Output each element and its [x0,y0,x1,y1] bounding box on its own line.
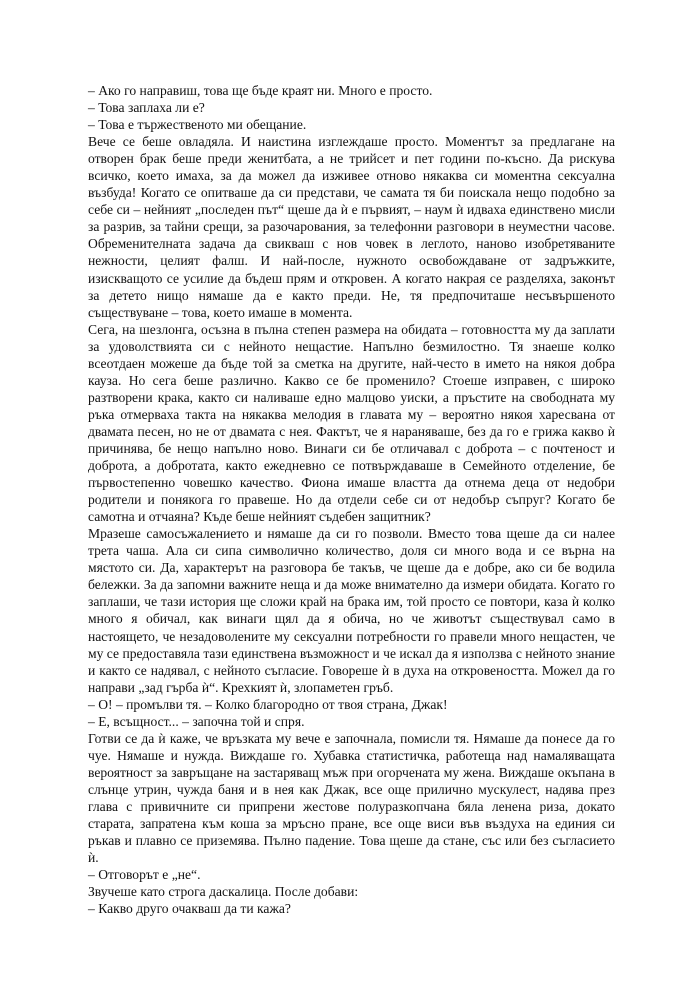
paragraph: Сега, на шезлонга, осъзна в пълна степен размера на обидата – готовността му да заплати за удоволствията си с нейното нещастие. Напълно безмилостно. Тя знаеше колко всеотдаен можеше да бъде той за сметка на другите, най-често в името на някоя добра кауза. Но сега беше различно. Какво се бе променило? Стоеше изправен, с широко разтворени крака, както си наливаше едно малцово уиски, а пръстите на свободната му ръка отмерваха такта на някаква мелодия в главата му – вероятно някоя харесвана от двамата песен, но не от двамата с нея. Фактът, че я нараняваше, без да го е грижа какво ѝ причинява, бе нещо напълно ново. Винаги си бе отличавал с доброта – с почтеност и доброта, а добротата, както ежедневно се потвърждаваше в Семейното отделение, бе първостепенно човешко качество. Фиона имаше властта да отнема деца от недобри родители и понякога го правеше. Но да отдели себе си от недобър съпруг? Когато бе самотна и отчаяна? Къде беше нейният съдебен защитник? [88,321,615,525]
paragraph: – Е, всъщност... – започна той и спря. [88,713,305,729]
paragraph: – Това е тържественото ми обещание. [88,117,307,133]
paragraph: – Какво друго очакваш да ти кажа? [88,901,291,917]
paragraph: Мразеше самосъжалението и нямаше да си го позволи. Вместо това щеше да си налее трета чаша. Ала си сипа символично количество, доля си много вода и се върна на мястото си. Да, характерът на разговора бе такъв, че щеше да е добре, ако си бе водила бележки. За да запомни важните неща и да може внимателно да измери обидата. Когато го заплаши, че тази история ще сложи край на брака им, той просто се повтори, каза ѝ колко много я обичал, как винаги щял да я обича, но че животът съществувал само в настоящето, че незадоволените му сексуални потребности го правели много нещастен, че му се предоставяла тази единствена възможност и че искал да я използва с нейното знание и както се надявал, с нейното съгласие. Говореше ѝ в духа на откровеността. Можел да го направи „зад гърба ѝ“. Крехкият ѝ, злопаметен гръб. [88,526,615,695]
paragraph: – Ако го направиш, това ще бъде краят ни. Много е просто. [88,83,433,98]
paragraph: – Отговорът е „не“. [88,867,201,883]
paragraph: Готви се да ѝ каже, че връзката му вече е започнала, помисли тя. Нямаше да понесе да го чуе. Нямаше и нужда. Виждаше го. Хубавка статистичка, работеща над намаляващата вероятност за завръщане на застаряващ мъж при огорчената му жена. Виждаше окъпана в слънце утрин, чужда баня и в нея как Джак, все още прилично мускулест, надява през глава с привичните си припрени жестове полуразкопчана бяла ленена риза, докато старата, запратена към коша за мръсно пране, все още виси във въздуха на единия си ръкав и плавно се приземява. Пълно падение. Това щеше да стане, със или без съгласието ѝ. [88,730,615,866]
paragraph: – О! – промълви тя. – Колко благородно от твоя страна, Джак! [88,696,448,712]
body-text [88,82,615,917]
paragraph: Звучеше като строга даскалица. После добави: [88,884,359,900]
paragraph: Вече се беше овладяла. И наистина изглеждаше просто. Моментът за предлагане на отворен брак беше преди женитбата, а не трийсет и пет години по-късно. Да рискува всичко, което имаха, за да можел да изживее отново някаква си моментна сексуална възбуда! Когато се опитваше да си представи, че самата тя би поискала нещо подобно за себе си – нейният „последен път“ щеше да ѝ е първият, – наум ѝ идваха единствено мисли за разрив, за тайни срещи, за разочарования, за телефонни разговори в неуместни часове. Обременителната задача да свикваш с нов човек в леглото, наново изобретяваните нежности, целият фалш. И най-после, нужното освобождаване от задръжките, изискващото се усилие да бъдеш прям и откровен. А когато накрая се разделяха, законът за детето нищо нямаше да е както преди. Не, тя предпочиташе несъвършеното съществуване – това, което имаше в момента. [88,134,615,320]
paragraph: – Това заплаха ли е? [88,100,205,116]
